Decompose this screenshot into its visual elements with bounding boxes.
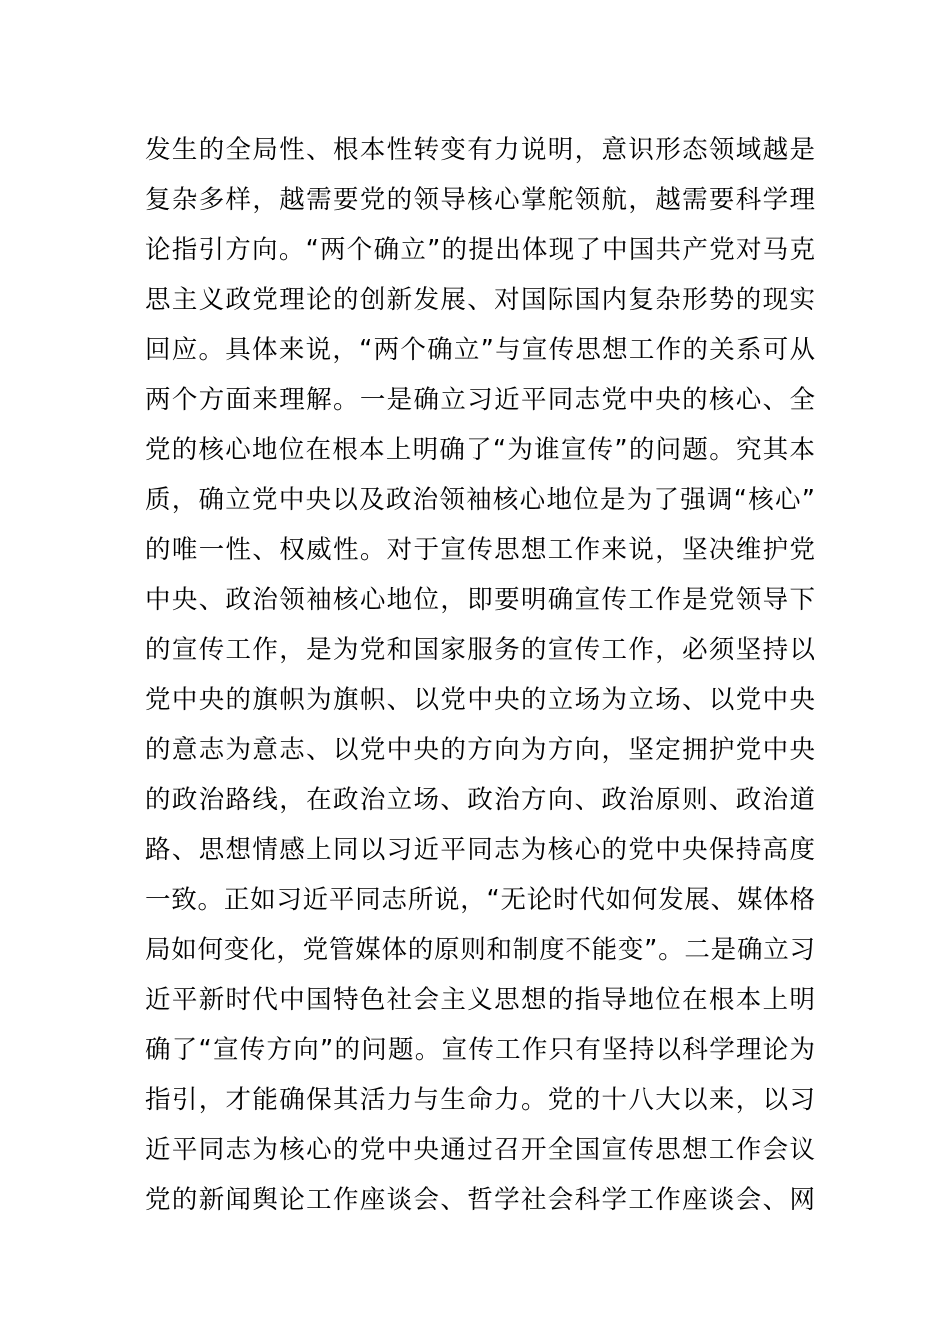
text-line: 论指引方向。“两个确立”的提出体现了中国共产党对马克 (145, 235, 815, 265)
text-line: 党中央的旗帜为旗帜、以党中央的立场为立场、以党中央 (145, 685, 815, 715)
text-line: 确了“宣传方向”的问题。宣传工作只有坚持以科学理论为 (145, 1035, 815, 1065)
text-line: 近平同志为核心的党中央通过召开全国宣传思想工作会议 (145, 1135, 815, 1165)
text-line: 的意志为意志、以党中央的方向为方向，坚定拥护党中央 (145, 735, 815, 765)
text-line: 路、思想情感上同以习近平同志为核心的党中央保持高度 (145, 835, 815, 865)
text-line: 的宣传工作，是为党和国家服务的宣传工作，必须坚持以 (145, 635, 815, 665)
text-line: 两个方面来理解。一是确立习近平同志党中央的核心、全 (145, 385, 815, 415)
text-line: 近平新时代中国特色社会主义思想的指导地位在根本上明 (145, 985, 815, 1015)
text-line: 指引，才能确保其活力与生命力。党的十八大以来，以习 (145, 1085, 815, 1115)
text-line: 局如何变化，党管媒体的原则和制度不能变”。二是确立习 (145, 935, 815, 965)
text-line: 中央、政治领袖核心地位，即要明确宣传工作是党领导下 (145, 585, 815, 615)
text-line: 复杂多样，越需要党的领导核心掌舵领航，越需要科学理 (145, 185, 815, 215)
body-text (145, 125, 815, 1225)
text-line: 的政治路线，在政治立场、政治方向、政治原则、政治道 (145, 785, 815, 815)
text-line: 党的核心地位在根本上明确了“为谁宣传”的问题。究其本 (145, 435, 815, 465)
text-line: 发生的全局性、根本性转变有力说明，意识形态领域越是 (145, 135, 815, 165)
text-line: 回应。具体来说，“两个确立”与宣传思想工作的关系可从 (145, 335, 815, 365)
text-line: 思主义政党理论的创新发展、对国际国内复杂形势的现实 (145, 285, 815, 315)
text-line: 的唯一性、权威性。对于宣传思想工作来说，坚决维护党 (145, 535, 815, 565)
text-line: 一致。正如习近平同志所说，“无论时代如何发展、媒体格 (145, 885, 815, 915)
text-line: 质，确立党中央以及政治领袖核心地位是为了强调“核心” (145, 485, 815, 515)
text-line: 党的新闻舆论工作座谈会、哲学社会科学工作座谈会、网 (145, 1185, 815, 1215)
